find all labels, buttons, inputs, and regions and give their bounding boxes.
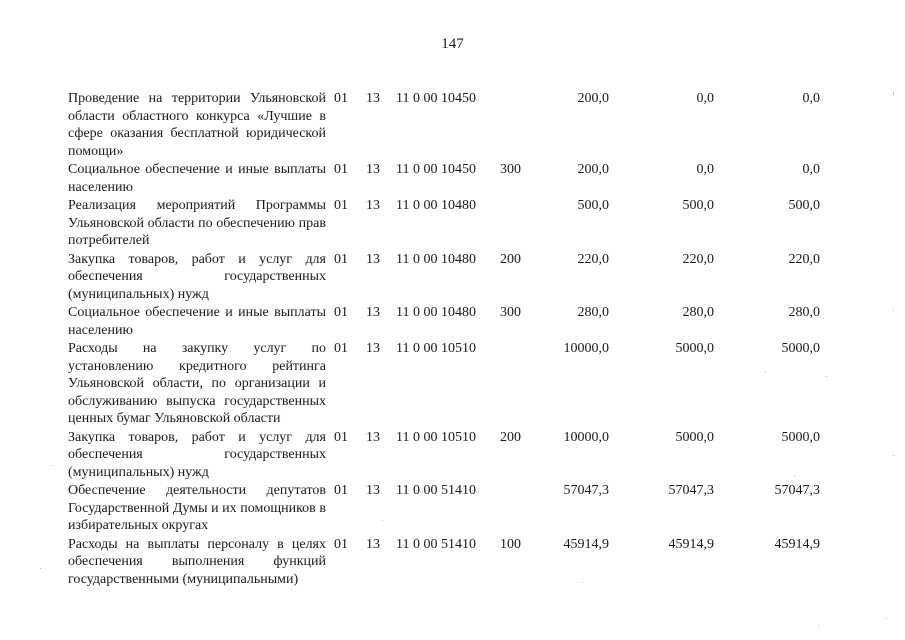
row-value-1: 220,0: [577, 251, 609, 267]
row-value-1: 200,0: [577, 162, 609, 177]
row-value-2: 45914,9: [668, 536, 714, 552]
table-row: [68, 90, 848, 160]
row-section: 01: [334, 341, 348, 356]
scan-speck: [893, 92, 894, 95]
row-value-3: 0,0: [802, 162, 820, 177]
row-subsection: 13: [366, 429, 380, 445]
table-row: [68, 482, 848, 535]
row-name: Расходы на выплаты персоналу в целях обеспечения выполнения функций государственными (муниципальными): [68, 536, 326, 587]
row-expense-type: 300: [500, 162, 521, 177]
scan-speck: [582, 582, 583, 583]
row-subsection: 13: [366, 305, 380, 320]
row-value-1: 500,0: [577, 198, 609, 213]
row-value-3: 5000,0: [781, 429, 820, 445]
row-name: Реализация мероприятий Программы Ульяновской области по обеспечению прав потребителей: [68, 198, 326, 248]
row-expense-type: 200: [500, 251, 521, 267]
row-subsection: 13: [366, 341, 380, 356]
row-target-code: 11 0 00 10450: [396, 91, 476, 106]
row-section: 01: [334, 198, 348, 213]
row-subsection: 13: [366, 91, 380, 106]
table-row: [68, 429, 848, 482]
page-number: 147: [441, 36, 464, 52]
row-name: Закупка товаров, работ и услуг для обеспечения государственных (муниципальных) нужд: [68, 251, 326, 302]
scan-speck: [52, 465, 53, 466]
row-name: Социальное обеспечение и иные выплаты населению: [68, 305, 326, 338]
row-value-1: 280,0: [577, 305, 609, 320]
row-value-2: 0,0: [696, 91, 714, 106]
row-name: Обеспечение деятельности депутатов Государственной Думы и их помощников в избирательных округах: [68, 483, 326, 533]
row-value-3: 500,0: [788, 198, 820, 213]
scan-speck: [893, 455, 894, 456]
row-subsection: 13: [366, 483, 380, 498]
row-value-2: 500,0: [682, 198, 714, 213]
table-row: [68, 304, 848, 339]
row-target-code: 11 0 00 51410: [396, 483, 476, 498]
table-row: [68, 251, 848, 304]
row-value-3: 5000,0: [781, 341, 820, 356]
scan-speck: [886, 618, 887, 619]
row-name: Расходы на закупку услуг по установлению кредитного рейтинга Ульяновской области, по организации и обслуживанию выпуска государственных ценных бумаг Ульяновской области: [68, 341, 326, 426]
row-value-1: 200,0: [577, 91, 609, 106]
row-expense-type: 300: [500, 305, 521, 320]
row-section: 01: [334, 91, 348, 106]
row-target-code: 11 0 00 10480: [396, 198, 476, 213]
row-target-code: 11 0 00 10480: [396, 305, 476, 320]
scan-speck: [893, 310, 894, 311]
row-section: 01: [334, 305, 348, 320]
row-target-code: 11 0 00 10480: [396, 251, 476, 267]
row-value-2: 5000,0: [675, 341, 714, 356]
row-value-2: 280,0: [682, 305, 714, 320]
row-section: 01: [334, 483, 348, 498]
row-value-3: 0,0: [802, 91, 820, 106]
row-value-1: 10000,0: [563, 341, 609, 356]
row-value-1: 57047,3: [563, 483, 609, 498]
row-value-2: 220,0: [682, 251, 714, 267]
row-value-3: 57047,3: [774, 483, 820, 498]
table-row: [68, 161, 848, 196]
table-row: [68, 197, 848, 250]
row-value-1: 10000,0: [563, 429, 609, 445]
scan-speck: [40, 568, 41, 569]
row-value-2: 57047,3: [668, 483, 714, 498]
scan-speck: [826, 376, 827, 377]
row-section: 01: [334, 162, 348, 177]
scan-speck: [382, 520, 383, 521]
table-row: [68, 340, 848, 428]
row-subsection: 13: [366, 536, 380, 552]
row-target-code: 11 0 00 10510: [396, 429, 476, 445]
scan-speck: [818, 625, 819, 626]
scan-speck: [794, 475, 795, 476]
row-expense-type: 200: [500, 429, 521, 445]
row-name: Социальное обеспечение и иные выплаты населению: [68, 162, 326, 195]
row-value-1: 45914,9: [563, 536, 609, 552]
row-value-2: 0,0: [696, 162, 714, 177]
row-name: Закупка товаров, работ и услуг для обеспечения государственных (муниципальных) нужд: [68, 429, 326, 480]
table-row: [68, 536, 848, 589]
row-section: 01: [334, 251, 348, 267]
row-value-2: 5000,0: [675, 429, 714, 445]
row-target-code: 11 0 00 10450: [396, 162, 476, 177]
row-value-3: 220,0: [788, 251, 820, 267]
row-value-3: 280,0: [788, 305, 820, 320]
row-target-code: 11 0 00 10510: [396, 341, 476, 356]
row-expense-type: 100: [500, 536, 521, 552]
row-value-3: 45914,9: [774, 536, 820, 552]
row-subsection: 13: [366, 162, 380, 177]
row-name: Проведение на территории Ульяновской области областного конкурса «Лучшие в сфере оказания бесплатной юридической помощи»: [68, 91, 326, 159]
scan-speck: [765, 372, 766, 373]
row-target-code: 11 0 00 51410: [396, 536, 476, 552]
budget-table: [68, 90, 848, 589]
row-section: 01: [334, 536, 348, 552]
row-subsection: 13: [366, 251, 380, 267]
row-subsection: 13: [366, 198, 380, 213]
row-section: 01: [334, 429, 348, 445]
